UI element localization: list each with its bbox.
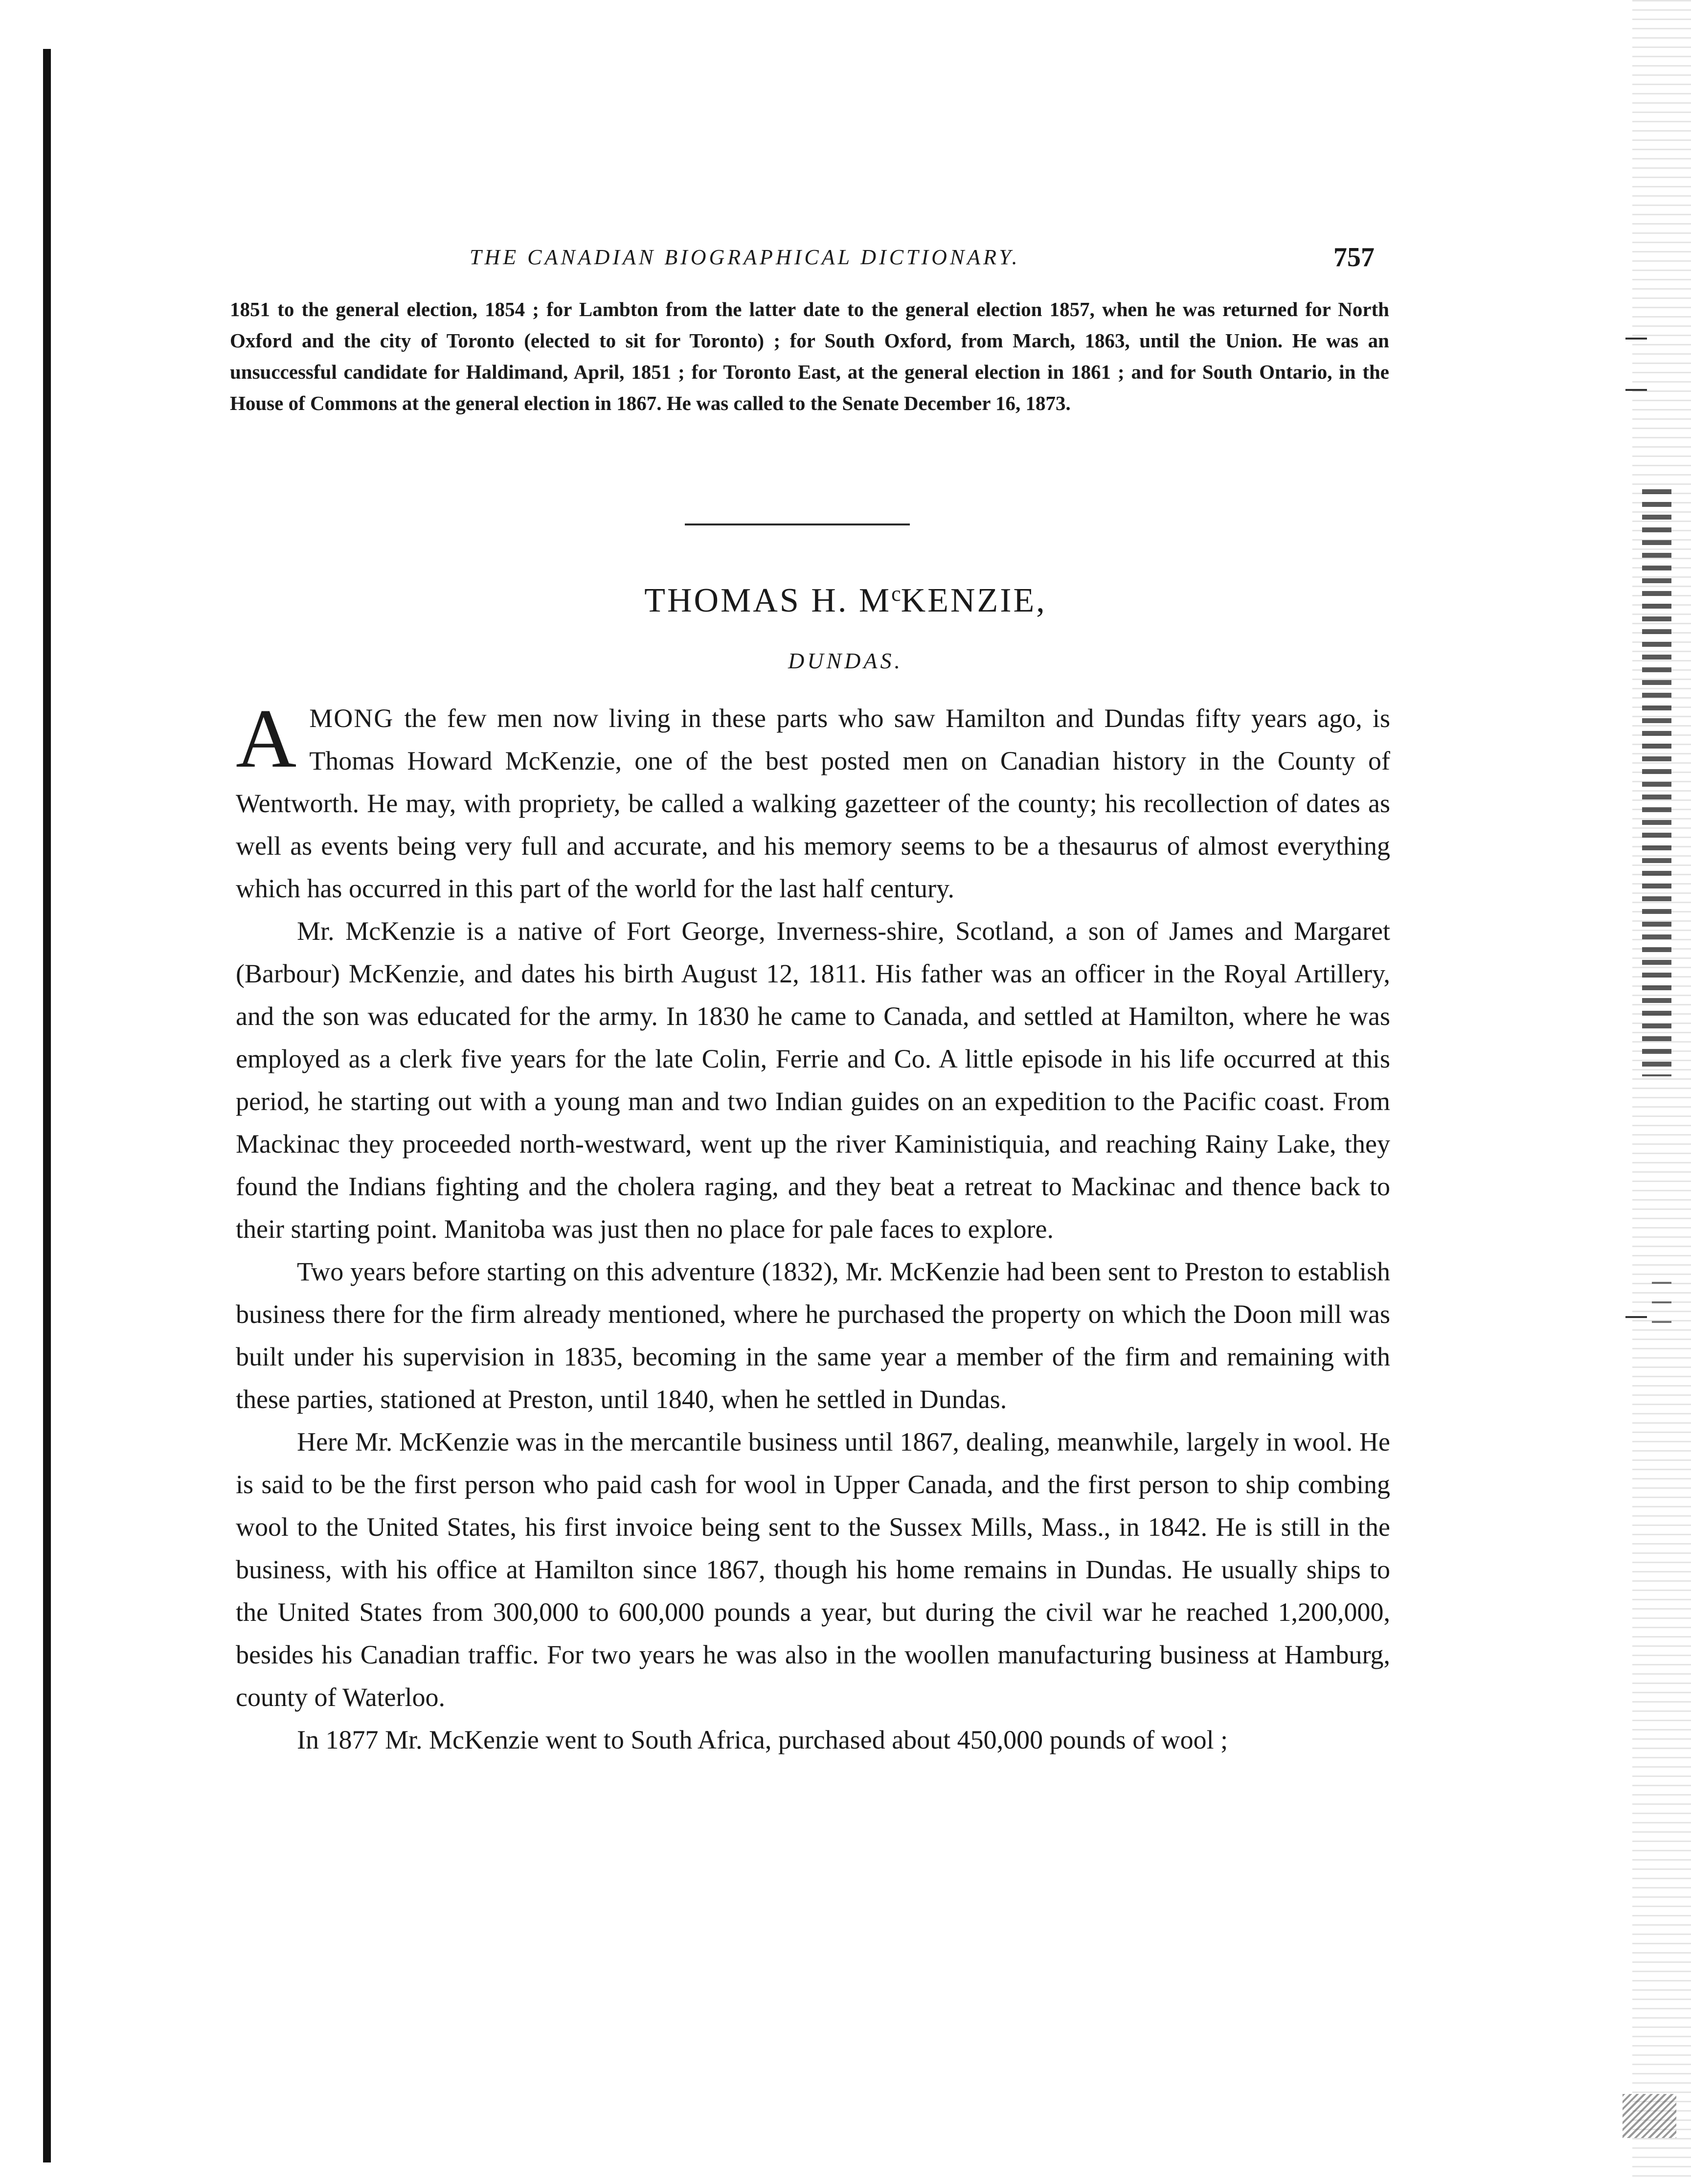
scan-edge-marks — [1642, 489, 1671, 1076]
paragraph-4: Here Mr. McKenzie was in the mercantile business until 1867, dealing, meanwhile, largely in wool. He is said to be the first person who paid cash for wool in Upper Canada, and the first person to ship combing wool to the United States, his first invoice being sent to the Sussex Mills, Mass., in 1842. He is still in the business, with his office at Hamilton since 1867, though his home remains in Dundas. He usually ships to the United States from 300,000 to 600,000 pounds a year, but during the civil war he reached 1,200,000, besides his Canadian traffic. For two years he was also in the woollen manufacturing business at Hamburg, county of Waterloo. — [236, 1427, 1390, 1712]
drop-cap-rest: MONG — [309, 704, 394, 733]
margin-dash — [1625, 338, 1647, 340]
running-head — [470, 242, 1375, 279]
page-number: 757 — [1333, 242, 1375, 273]
section-divider — [685, 523, 910, 525]
running-title: THE CANADIAN BIOGRAPHICAL DICTIONARY. — [470, 245, 1020, 269]
paragraph-3: Two years before starting on this adventure (1832), Mr. McKenzie had been sent to Preston to establish business there for the firm already mentioned, where he purchased the property on which the Doon mill was built under his supervision in 1835, becoming in the same year a member of the firm and remaining with these parties, stationed at Preston, until 1840, when he settled in Dundas. — [236, 1257, 1390, 1414]
drop-cap: A — [236, 692, 297, 785]
entry-name-part2: KENZIE, — [901, 582, 1047, 619]
entry-name-superscript: c — [891, 582, 901, 606]
scan-edge-marks-lower — [1652, 1282, 1671, 1341]
scan-edge-speckle — [1632, 0, 1691, 2184]
paragraph-1 — [236, 692, 1390, 910]
entry-place: DUNDAS. — [788, 648, 903, 673]
previous-entry-text: 1851 to the general election, 1854 ; for Lambton from the latter date to the general election 1857, when he was returned for North Oxford and the city of Toronto (elected to sit for Toronto) ; for South Oxford, from March, 1863, until the Union. He was an unsuccessful candidate for Haldimand, April, 1851 ; for Toronto East, at the general election in 1861 ; and for South Ontario, in the House of Commons at the general election in 1867. He was called to the Senate December 16, 1873. — [230, 298, 1389, 414]
paragraph-1-text: the few men now living in these parts who saw Hamilton and Dundas fifty years ago, is Thomas Howard McKenzie, one of the best posted men on Canadian history in the County of Wentworth. He may, with propriety, be called a walking gazetteer of the county; his recollection of dates as well as events being very full and accurate, and his memory seems to be a thesaurus of almost everything which has occurred in this part of the world for the last half century. — [236, 704, 1390, 903]
entry-body — [236, 692, 1390, 1761]
paragraph-2: Mr. McKenzie is a native of Fort George, Inverness-shire, Scotland, a son of James and Margaret (Barbour) McKenzie, and dates his birth August 12, 1811. His father was an officer in the Royal Artillery, and the son was educated for the army. In 1830 he came to Canada, and settled at Hamilton, where he was employed as a clerk five years for the late Colin, Ferrie and Co. A little episode in his life occurred at this period, he starting out with a young man and two Indian guides on an expedition to the Pacific coast. From Mackinac they proceeded north-westward, went up the river Kaministiquia, and reaching Rainy Lake, they found the Indians fighting and the cholera raging, and they beat a retreat to Mackinac and thence back to their starting point. Manitoba was just then no place for pale faces to explore. — [236, 916, 1390, 1244]
margin-dash — [1625, 389, 1647, 391]
scan-corner-mark — [1623, 2094, 1676, 2138]
entry-name — [0, 581, 1691, 620]
paragraph-5: In 1877 Mr. McKenzie went to South Africa, purchased about 450,000 pounds of wool ; — [297, 1725, 1228, 1754]
binding-edge-rule — [43, 49, 51, 2162]
entry-name-part1: THOMAS H. M — [644, 582, 892, 619]
margin-dash — [1625, 1316, 1647, 1318]
